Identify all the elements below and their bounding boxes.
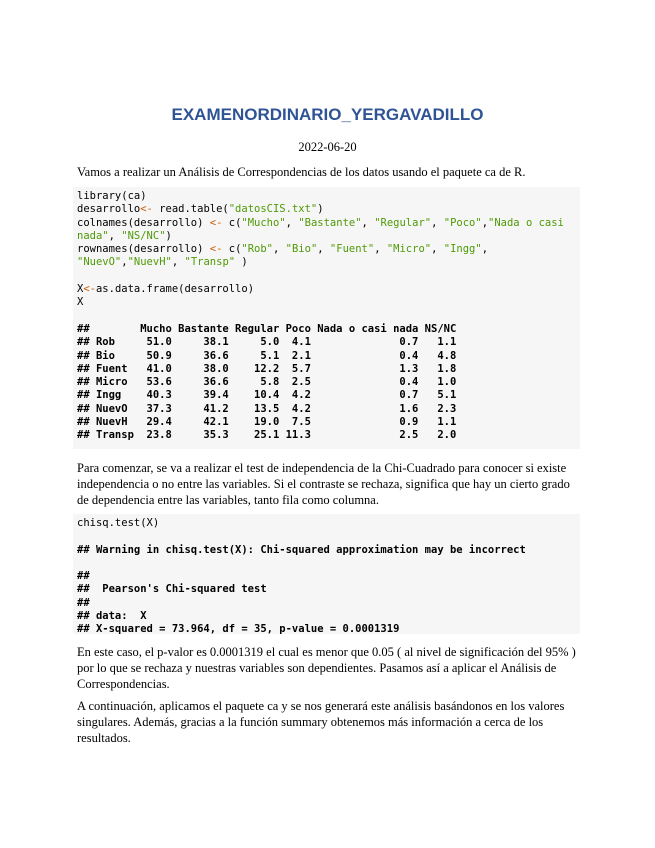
code-line: "NuevO","NuevH", "Transp" )	[77, 256, 248, 269]
p-value-paragraph: En este caso, el p-valor es 0.0001319 el cual es menor que 0.05 ( al nivel de significación del 95% ) por lo que se rechaza y nuestras variables son dependientes. Pasamos así a aplicar el Análisis de Correspondencias.	[77, 645, 576, 691]
chi-square-intro-paragraph: Para comenzar, se va a realizar el test de independencia de la Chi-Cuadrado para conocer si existe independencia o no entre las variables. Si el contraste se rechaza, significa que hay un cierto grado de dependencia entre las variables, tanto fila como columna.	[77, 461, 570, 507]
code-block-chisq-test	[73, 514, 580, 634]
code-line: colnames(desarrollo) <- c("Mucho", "Bastante", "Regular", "Poco","Nada o casi	[77, 216, 564, 229]
table-row: ## Micro 53.6 36.6 5.8 2.5 0.4 1.0	[77, 376, 457, 389]
warning-line: ## Warning in chisq.test(X): Chi-squared approximation may be incorrect	[77, 543, 526, 556]
intro-paragraph: Vamos a realizar un Análisis de Correspondencias de los datos usando el paquete ca de R.	[77, 165, 526, 179]
code-line: chisq.test(X)	[77, 517, 160, 529]
table-row: ## Transp 23.8 35.3 25.1 11.3 2.5 2.0	[77, 429, 457, 442]
code-line: X	[77, 296, 84, 309]
code-line: rownames(desarrollo) <- c("Rob", "Bio", "Fuent", "Micro", "Ingg",	[77, 243, 489, 256]
output-line: ##	[77, 570, 90, 583]
output-line: ## X-squared = 73.964, df = 35, p-value = 0.0001319	[77, 623, 400, 634]
output-line: ## data: X	[77, 610, 147, 623]
document-date: 2022-06-20	[298, 140, 357, 154]
table-row: ## Fuent 41.0 38.0 12.2 5.7 1.3 1.8	[77, 362, 457, 375]
table-row: ## Bio 50.9 36.6 5.1 2.1 0.4 4.8	[77, 349, 457, 362]
code-line: nada", "NS/NC")	[77, 229, 172, 242]
table-header: ## Mucho Bastante Regular Poco Nada o casi nada NS/NC	[77, 322, 457, 335]
table-row: ## Ingg 40.3 39.4 10.4 4.2 0.7 5.1	[77, 389, 457, 402]
output-line: ## Pearson's Chi-squared test	[77, 583, 267, 596]
table-row: ## NuevH 29.4 42.1 19.0 7.5 0.9 1.1	[77, 416, 457, 429]
document-title: EXAMENORDINARIO_YERGAVADILLO	[171, 105, 484, 124]
code-line: desarrollo<- read.table("datosCIS.txt")	[77, 203, 324, 216]
output-line: ##	[77, 596, 90, 609]
table-row: ## Rob 51.0 38.1 5.0 4.1 0.7 1.1	[77, 336, 457, 349]
table-row: ## NuevO 37.3 41.2 13.5 4.2 1.6 2.3	[77, 402, 457, 415]
code-block-ca-setup	[73, 187, 580, 449]
code-line: library(ca)	[77, 190, 147, 202]
code-line: X<-as.data.frame(desarrollo)	[77, 283, 255, 296]
ca-package-paragraph: A continuación, aplicamos el paquete ca y se nos generará este análisis basándonos en los valores singulares. Además, gracias a la función summary obtenemos más información a cerca de los resultados.	[77, 699, 565, 745]
